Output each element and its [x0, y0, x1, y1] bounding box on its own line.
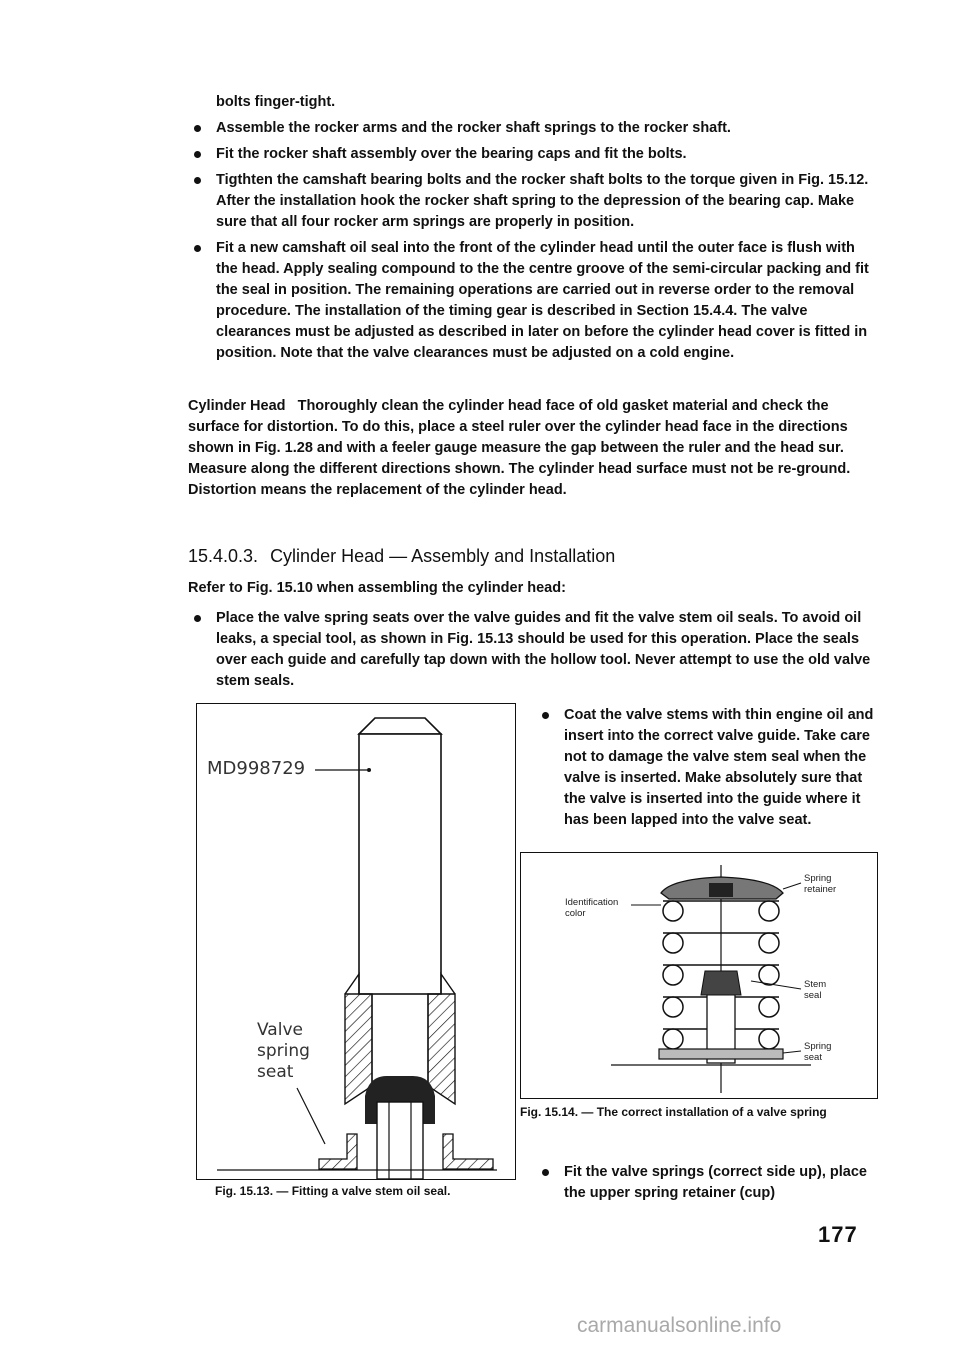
figure-15-13 [196, 703, 516, 1180]
continuation-text: bolts finger-tight. [216, 94, 336, 110]
section-title: Cylinder Head — Assembly and Installation [270, 546, 616, 566]
coat-stems-bullet [536, 705, 886, 831]
list-item: Fit a new camshaft oil seal into the front of the cylinder head until the outer face is flush with the head. Apply sealing compound to the the centre groove of the semi-circular packing and fit the seal in position. The remaining operations are carried out in reverse order to the removal procedure. The installation of the timing gear is described in Section 15.4.4. The valve clearances must be adjusted as described in later on before the cylinder head cover is fitted in position. Note that the valve clearances must be adjusted on a cold engine. [188, 238, 878, 364]
run-in-heading: Cylinder Head [188, 398, 286, 414]
spring-retainer-label-1: Spring [804, 873, 832, 884]
identification-color-label-2: color [565, 908, 586, 919]
figure-15-14 [520, 852, 878, 1099]
list-item: Assemble the rocker arms and the rocker shaft springs to the rocker shaft. [188, 118, 878, 139]
figure-15-13-caption: Fig. 15.13. — Fitting a valve stem oil seal. [215, 1184, 451, 1198]
identification-color-label-1: Identification [565, 897, 619, 908]
paragraph-text: Thoroughly clean the cylinder head face of old gasket material and check the surface for distortion. To do this, place a steel ruler over the cylinder head face in the directions shown in Fig. 1.28 and with a feeler gauge measure the gap between the ruler and the head sur. Measure along the different directions shown. The cylinder head surface must not be re-ground. Distortion means the replacement of the cylinder head. [188, 398, 851, 498]
stem-seal-label-2: seal [804, 990, 822, 1001]
list-item: Fit the valve springs (correct side up), place the upper spring retainer (cup) [536, 1162, 886, 1204]
fit-springs-bullet [536, 1162, 886, 1204]
top-bullet-list [188, 118, 878, 369]
list-item: Place the valve spring seats over the valve guides and fit the valve stem oil seals. To avoid oil leaks, a special tool, as shown in Fig. 15.13 should be used for this operation. Place the seals over each guide and carefully tap down with the hollow tool. Never attempt to use the old valve stem seals. [188, 608, 878, 692]
list-item: Coat the valve stems with thin engine oil and insert into the correct valve guide. Take care not to damage the valve stem seal when the valve is inserted. Make absolutely sure that the valve is inserted into the guide where it has been lapped into the valve seat. [536, 705, 886, 831]
intro-text: Refer to Fig. 15.10 when assembling the cylinder head: [188, 580, 566, 596]
list-item: Tigthten the camshaft bearing bolts and the rocker shaft bolts to the torque given in Fig. 15.12. After the installation hook the rocker shaft spring to the depression of the bearing cap. Make sure that all four rocker arm springs are properly in position. [188, 170, 878, 233]
watermark: carmanualsonline.info [577, 1314, 782, 1337]
section-heading [188, 546, 615, 567]
spring-seat-label-1: Spring [804, 1041, 832, 1052]
spring-seat-label-2: seat [804, 1052, 822, 1063]
list-item: Fit the rocker shaft assembly over the bearing caps and fit the bolts. [188, 144, 878, 165]
valve-spring-seat-label-2: spring [257, 1041, 310, 1061]
page-number: 177 [818, 1222, 858, 1247]
valve-seat-bullet [188, 608, 878, 697]
figure-15-14-caption: Fig. 15.14. — The correct installation of a valve spring [520, 1105, 827, 1119]
stem-seal-label-1: Stem [804, 979, 827, 990]
valve-spring-seat-label-3: seat [257, 1062, 294, 1082]
cylinder-head-paragraph [188, 396, 878, 501]
section-number: 15.4.0.3. [188, 546, 259, 566]
tool-number-label: MD998729 [207, 758, 306, 779]
valve-spring-seat-label-1: Valve [257, 1020, 303, 1040]
spring-retainer-label-2: retainer [804, 884, 837, 895]
